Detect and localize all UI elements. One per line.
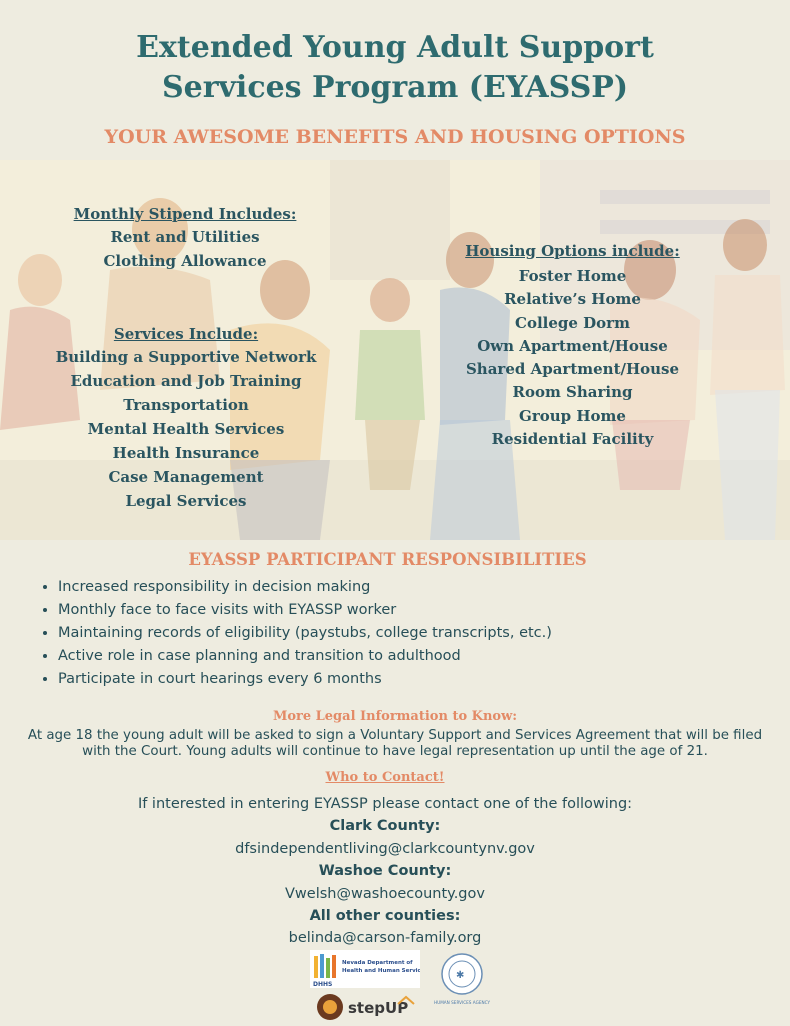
title-line-1: Extended Young Adult Support	[136, 30, 654, 65]
services-item: Transportation	[123, 396, 249, 414]
stipend-heading: Monthly Stipend Includes:	[73, 205, 297, 223]
logo-strip	[300, 950, 500, 1022]
housing-item: Own Apartment/House	[477, 336, 668, 355]
dhhs-line-2: Health and Human Services	[342, 968, 420, 974]
washoe-caption: HUMAN SERVICES AGENCY	[434, 1000, 490, 1005]
list-item: • Monthly face to face visits with EYASSP worker	[58, 599, 552, 622]
list-item: • Participate in court hearings every 6 months	[58, 668, 552, 691]
services-section	[50, 325, 322, 513]
list-item: • Maintaining records of eligibility (paystubs, college transcripts, etc.)	[58, 622, 552, 645]
housing-item: Group Home	[519, 406, 626, 425]
housing-heading: Housing Options include:	[465, 242, 680, 260]
contact-section	[0, 793, 770, 950]
washoe-email-link[interactable]: Vwelsh@washoecounty.gov	[285, 885, 485, 902]
housing-item: Residential Facility	[491, 430, 654, 449]
page-title	[0, 28, 790, 108]
stepup-text: stepUP	[348, 999, 409, 1017]
stepup-logo	[314, 992, 424, 1022]
contact-heading: Who to Contact!	[325, 770, 445, 785]
svg-text:✱: ✱	[456, 970, 465, 981]
services-heading: Services Include:	[113, 325, 259, 343]
services-item: Legal Services	[125, 492, 247, 510]
housing-section	[450, 240, 695, 451]
dhhs-logo	[310, 950, 420, 988]
title-line-2: Services Program (EYASSP)	[161, 70, 629, 105]
washoe-seal-logo	[434, 952, 490, 1010]
washoe-label: Washoe County:	[318, 863, 452, 880]
contact-intro: If interested in entering EYASSP please contact one of the following:	[137, 796, 633, 812]
dhhs-line-1: Nevada Department of	[342, 960, 413, 966]
clark-email-link[interactable]: dfsindependentliving@clarkcountynv.gov	[235, 840, 535, 857]
stipend-item: Rent and Utilities	[110, 228, 260, 246]
clark-label: Clark County:	[329, 818, 441, 835]
list-item: • Active role in case planning and transition to adulthood	[58, 645, 552, 668]
subtitle: YOUR AWESOME BENEFITS AND HOUSING OPTIONS	[104, 126, 686, 148]
list-item: • Increased responsibility in decision making	[58, 576, 552, 599]
other-email-link[interactable]: belinda@carson-family.org	[288, 930, 482, 947]
responsibilities-heading: EYASSP PARTICIPANT RESPONSIBILITIES	[188, 550, 587, 569]
other-label: All other counties:	[309, 908, 461, 925]
housing-item: Foster Home	[518, 267, 627, 285]
services-item: Education and Job Training	[70, 372, 302, 390]
stipend-item: Clothing Allowance	[103, 252, 267, 270]
services-item: Mental Health Services	[87, 420, 285, 438]
illustration-panel	[0, 160, 790, 540]
services-item: Case Management	[108, 468, 264, 486]
housing-item: Room Sharing	[512, 383, 633, 402]
services-item: Building a Supportive Network	[55, 348, 317, 366]
services-item: Health Insurance	[112, 444, 260, 462]
housing-item: Shared Apartment/House	[465, 360, 680, 379]
legal-body: At age 18 the young adult will be asked to sign a Voluntary Support and Services Agreement that will be filed with the Court. Young adults will continue to have legal representation up until the age of 21.	[27, 728, 763, 759]
housing-item: College Dorm	[515, 313, 630, 332]
dhhs-short-text: DHHS	[313, 981, 333, 988]
responsibilities-list	[40, 576, 552, 691]
legal-heading: More Legal Information to Know:	[272, 709, 518, 724]
housing-item: Relative’s Home	[504, 290, 641, 309]
stipend-section	[60, 205, 310, 273]
